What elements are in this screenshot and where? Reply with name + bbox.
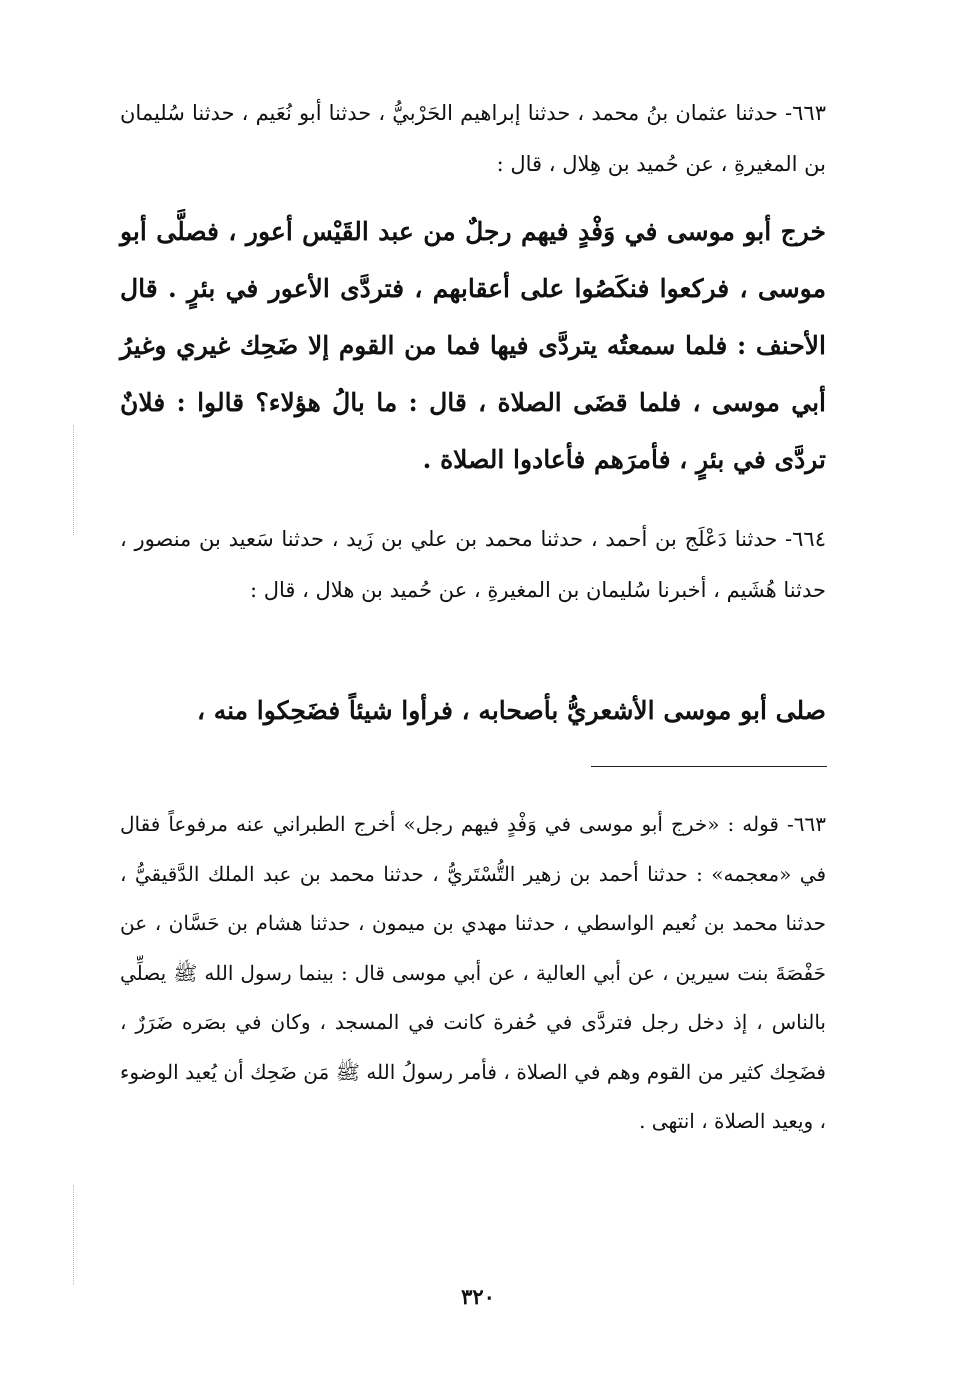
- footnote-663: ٦٦٣- قوله : «خرج أبو موسى في وَفْدٍ فيهم رجل» أخرج الطبراني عنه مرفوعاً فقال في «معجمه» : حدثنا أحمد بن زهير التُّسْتَريُّ ، حدثنا محمد بن عبد الملك الدَّقيقيُّ ، حدثنا محمد بن نُعيم الواسطي ، حدثنا مهدي بن ميمون ، حدثنا هشام بن حَسَّان ، عن حَفْصَةَ بنت سيرين ، عن أبي العالية ، عن أبي موسى قال : بينما رسول الله ﷺ يصلِّي بالناس ، إذ دخل رجل فتردَّى في حُفرة كانت في المسجد ، وكان في بصَره ضَرَرٌ ، فضَحِك كثير من القوم وهم في الصلاة ، فأمر رسولُ الله ﷺ مَن ضَحِك أن يُعيد الوضوء ، ويعيد الصلاة ، انتهى .: [120, 812, 827, 1133]
- hadith-664-isnad: ٦٦٤- حدثنا دَعْلَج بن أحمد ، حدثنا محمد بن علي بن زَيد ، حدثنا سَعيد بن منصور ، حدثنا هُشَيم ، أخبرنا سُليمان بن المغيرةِ ، عن حُميد بن هلال ، قال :: [120, 527, 826, 602]
- margin-dotted-line: [73, 1185, 80, 1285]
- hadith-663-matn: خرج أبو موسى في وَفْدٍ فيهم رجلٌ من عبد القَيْس أعور ، فصلَّى أبو موسى ، فركعوا فنكَصُوا على أعقابهم ، فتردَّى الأعور في بئرٍ . قال الأحنف : فلما سمعتُه يتردَّى فيها فما من القوم إلا ضَحِك غيري وغيرُ أبي موسى ، فلما قضَى الصلاة ، قال : ما بالُ هؤلاء؟ قالوا : فلانٌ تردَّى في بئرٍ ، فأمرَهم فأعادوا الصلاة .: [120, 217, 826, 474]
- footnote-separator: [591, 766, 827, 767]
- hadith-663-isnad: ٦٦٣- حدثنا عثمان بنُ محمد ، حدثنا إبراهيم الحَرْبيُّ ، حدثنا أبو نُعَيم ، حدثنا سُليمان بن المغيرةِ ، عن حُميد بن هِلال ، قال :: [120, 101, 826, 176]
- margin-dotted-line: [73, 425, 80, 535]
- hadith-664-matn: صلى أبو موسى الأشعريُّ بأصحابه ، فرأوا شيئاً فضَحِكوا منه ،: [196, 696, 826, 725]
- page-number: ٣٢٠: [461, 1284, 495, 1309]
